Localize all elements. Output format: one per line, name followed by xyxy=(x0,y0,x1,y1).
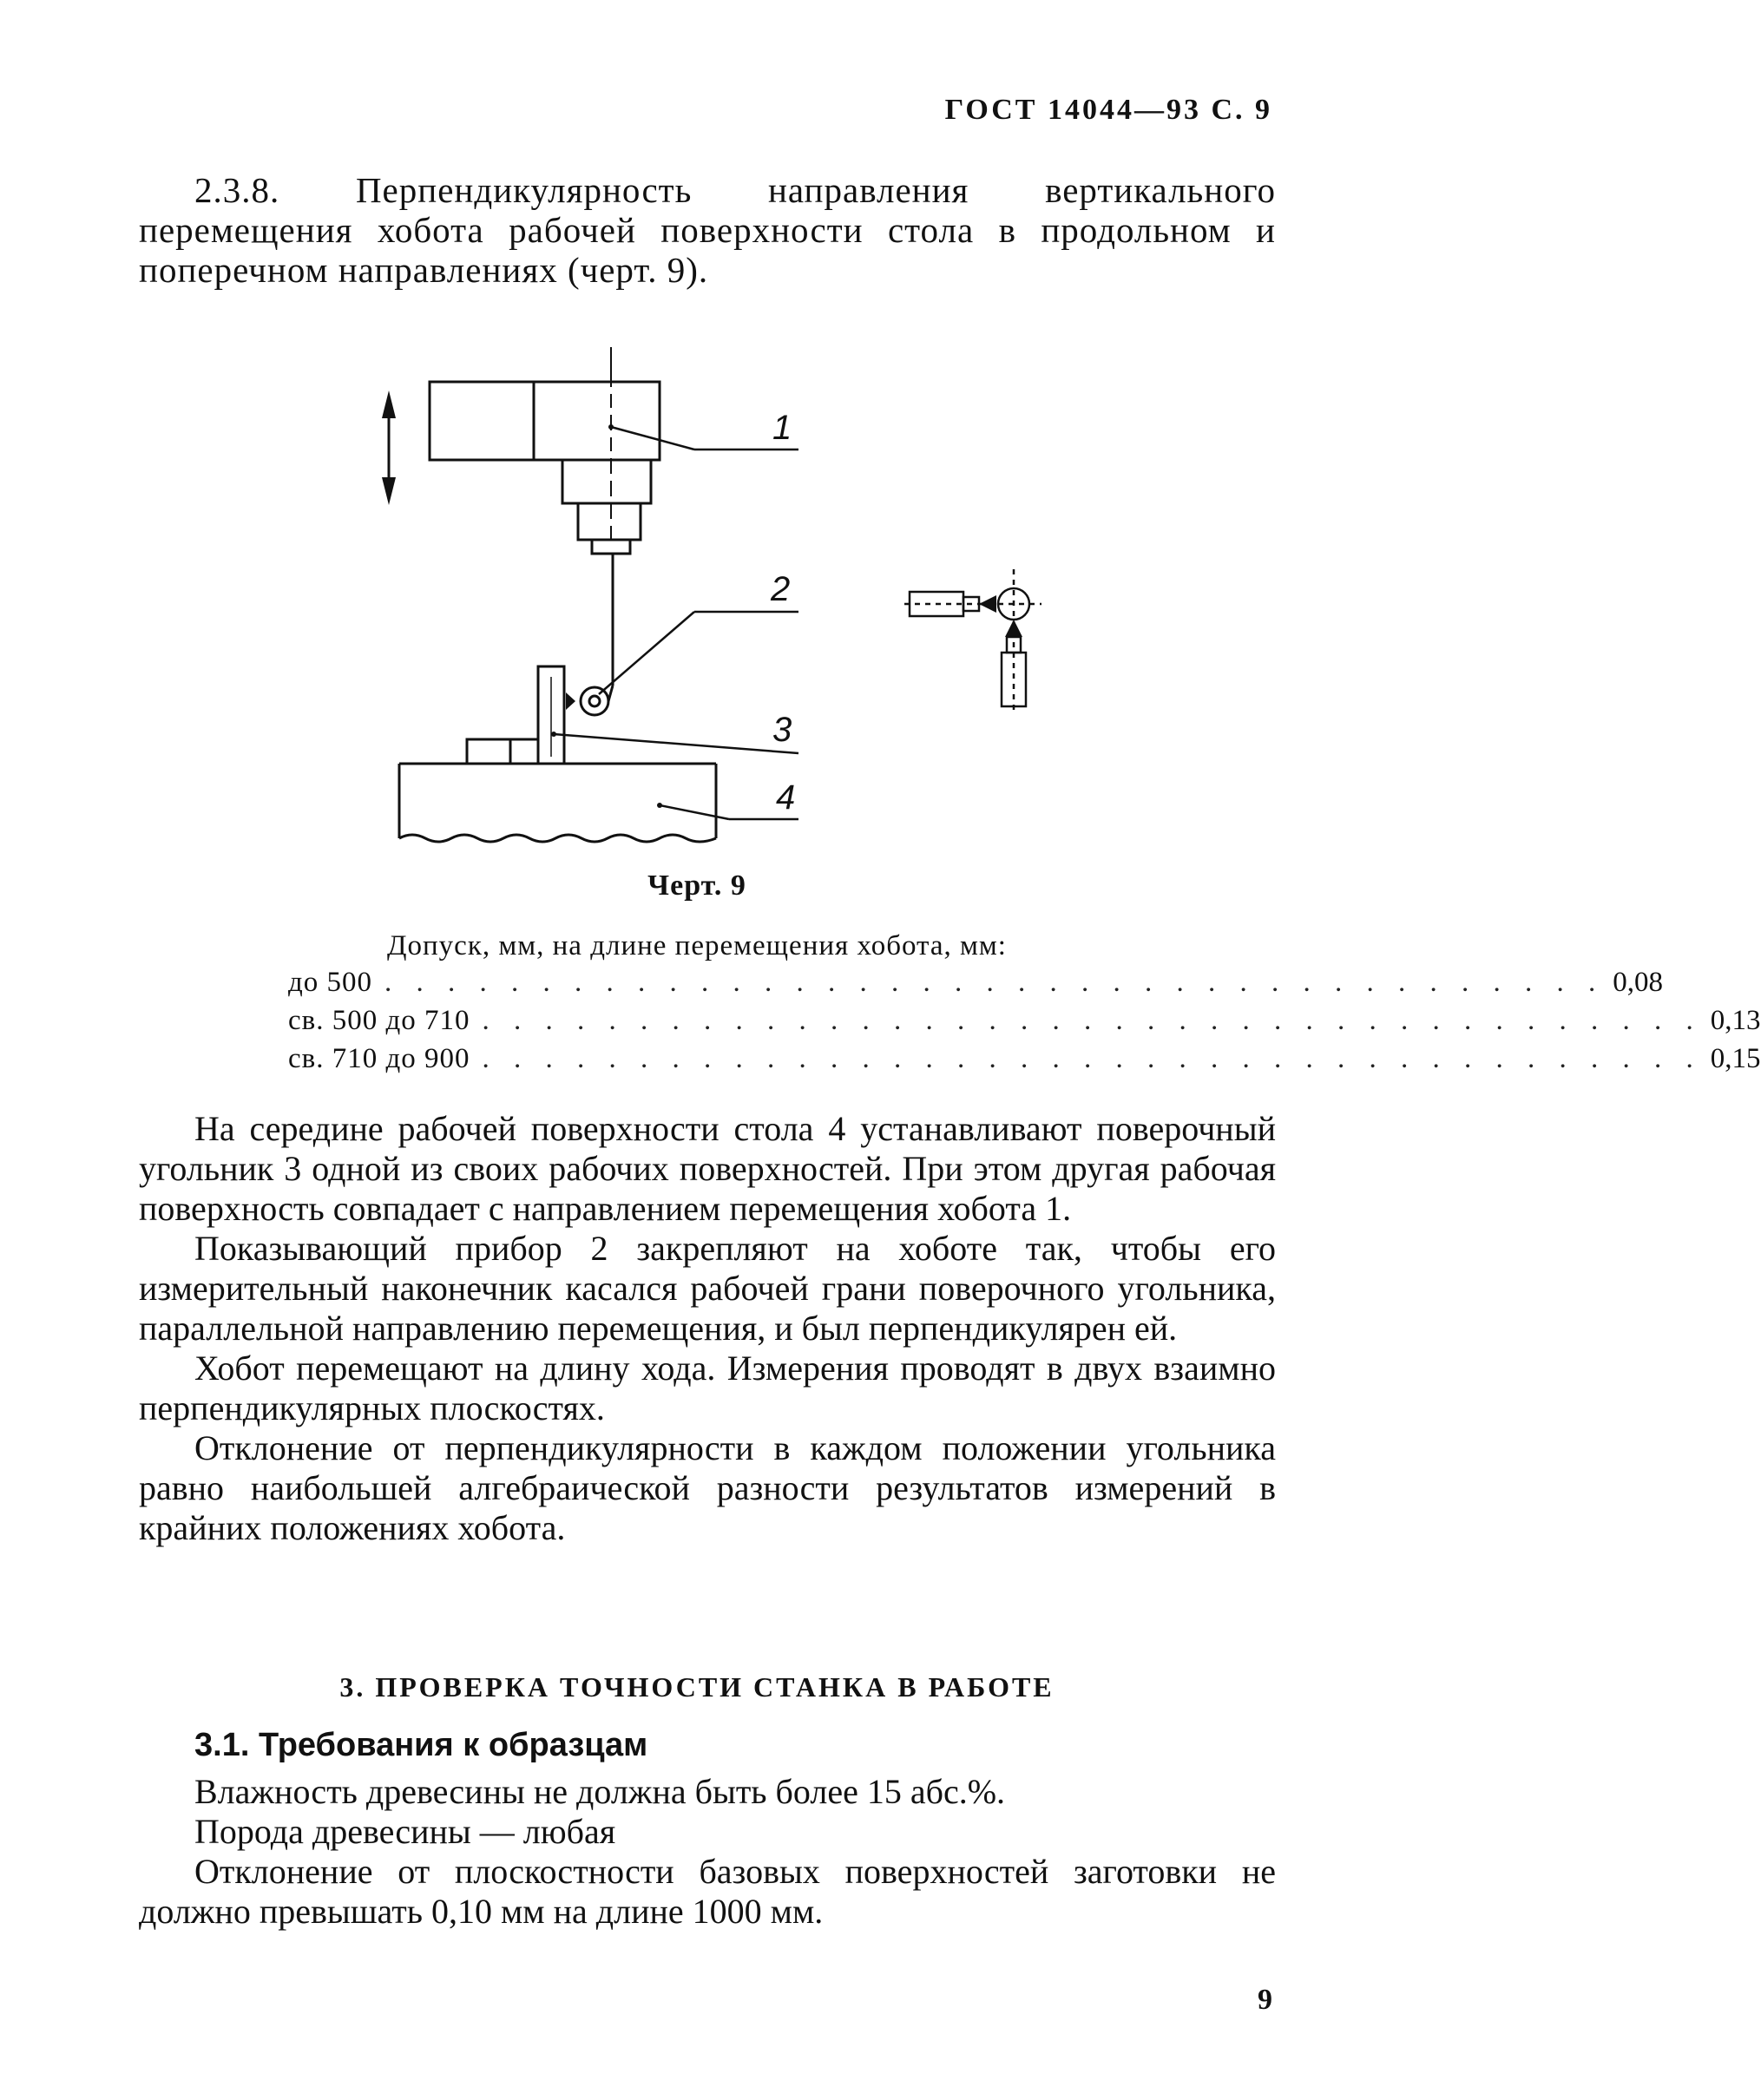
paragraph: На середине рабочей поверхности стола 4 устанавливают поверочный угольник 3 одной из своих рабочих поверхностей. При этом другая рабочая поверхность совпадает с направлением перемещения хобота 1. xyxy=(139,1109,1276,1228)
tolerance-row xyxy=(288,967,1664,1005)
paragraph: Показывающий прибор 2 закрепляют на хоботе так, чтобы его измерительный наконечник касался рабочей грани поверочного угольника, параллельной направлению перемещения, и был перпендикулярен ей. xyxy=(139,1229,1276,1348)
square-tool xyxy=(467,666,564,764)
dot-leader: . . . . . . . . . . . . . . . . . . . . . . . . . . . . . . . . . . . . . . . xyxy=(384,967,1605,998)
dot-leader: . . . . . . . . . . . . . . . . . . . . . . . . . . . . . . . . . . . . . . . xyxy=(482,1005,1702,1036)
tolerance-range: св. 710 до 900 xyxy=(288,1043,470,1074)
tolerance-range: св. 500 до 710 xyxy=(288,1005,470,1036)
tolerance-value: 0,13 xyxy=(1710,1005,1761,1036)
paragraph: Отклонение от перпендикулярности в каждом положении угольника равно наибольшей алгебраической разности результатов измерений в крайних положениях хобота. xyxy=(139,1428,1276,1547)
dot-leader: . . . . . . . . . . . . . . . . . . . . . . . . . . . . . . . . . . . . . . . xyxy=(482,1043,1702,1074)
indicator-plan-view-icon xyxy=(904,569,1041,712)
vertical-travel-arrow-icon xyxy=(382,390,396,505)
arm-body xyxy=(430,347,660,554)
figure-label-2: 2 xyxy=(771,570,791,608)
tolerance-table xyxy=(288,967,1761,1081)
section-heading: 3. ПРОВЕРКА ТОЧНОСТИ СТАНКА В РАБОТЕ xyxy=(339,1671,1055,1703)
procedure-text xyxy=(139,1109,1276,1548)
leader-lines xyxy=(551,424,798,819)
figure-caption: Черт. 9 xyxy=(647,870,746,902)
tolerance-header: Допуск, мм, на длине перемещения хобота, мм: xyxy=(387,930,1007,961)
tolerance-value: 0,15 xyxy=(1710,1043,1761,1074)
subsection-heading: 3.1. Требования к образцам xyxy=(194,1727,648,1763)
machine-table xyxy=(399,764,716,842)
paragraph: Отклонение от плоскостности базовых поверхностей заготовки не должно превышать 0,10 мм на длине 1000 мм. xyxy=(139,1852,1276,1931)
figure-drawing xyxy=(365,347,1085,868)
paragraph: Порода древесины — любая xyxy=(194,1812,616,1851)
paragraph: Хобот перемещают на длину хода. Измерения проводят в двух взаимно перпендикулярных плоскостях. xyxy=(139,1349,1276,1427)
clause-text: 2.3.8. Перпендикулярность направления вертикального перемещения хобота рабочей поверхности стола в продольном и поперечном направлениях (черт. 9). xyxy=(139,170,1276,290)
figure-label-4: 4 xyxy=(776,778,796,817)
clause-2-3-8 xyxy=(139,170,1276,290)
tolerance-row xyxy=(288,1005,1761,1043)
tolerance-value: 0,08 xyxy=(1613,967,1664,998)
page-number: 9 xyxy=(1258,1984,1272,2016)
figure-9 xyxy=(365,347,1085,868)
page-header: ГОСТ 14044—93 С. 9 xyxy=(944,94,1272,126)
requirements-text xyxy=(139,1772,1276,1932)
tolerance-range: до 500 xyxy=(288,967,373,998)
figure-label-3: 3 xyxy=(772,711,792,749)
tolerance-row xyxy=(288,1043,1761,1081)
indicator-icon xyxy=(566,686,613,715)
paragraph: Влажность древесины не должна быть более 15 абс.%. xyxy=(194,1772,1006,1811)
figure-label-1: 1 xyxy=(772,409,792,447)
